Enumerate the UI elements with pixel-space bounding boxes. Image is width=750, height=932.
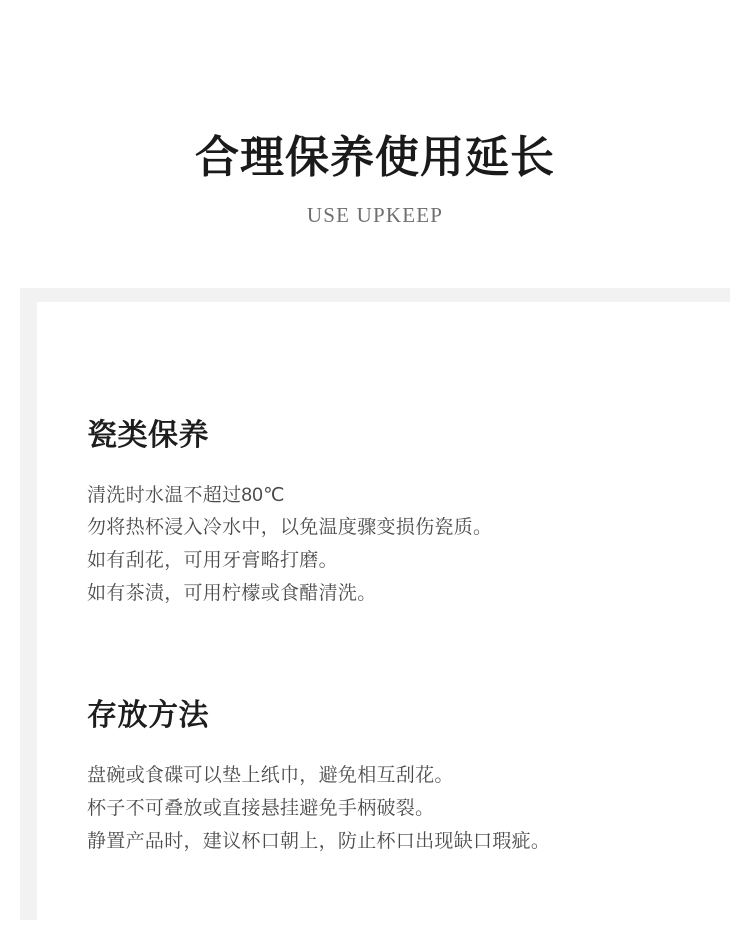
panel-content [37, 302, 750, 859]
section-line: 静置产品时，建议杯口朝上，防止杯口出现缺口瑕疵。 [87, 830, 551, 852]
page-header [0, 0, 750, 228]
section-spacer [87, 670, 750, 690]
section-title: 瓷类保养 [87, 418, 209, 452]
section-line: 盘碗或食碟可以垫上纸巾，避免相互刮花。 [87, 765, 454, 787]
page-title: 合理保养使用延长 [195, 133, 555, 182]
page-subtitle: USE UPKEEP [306, 202, 444, 227]
section-ceramic-care [87, 410, 750, 611]
section-line: 清洗时水温不超过80℃ [87, 484, 285, 506]
section-line: 如有刮花，可用牙膏略打磨。 [87, 550, 338, 572]
section-title: 存放方法 [87, 699, 209, 733]
panel-card [37, 302, 750, 920]
section-line: 如有茶渍，可用柠檬或食醋清洗。 [87, 582, 377, 604]
section-storage-method [87, 690, 750, 858]
section-line: 勿将热杯浸入冷水中，以免温度骤变损伤瓷质。 [87, 517, 493, 539]
section-line: 杯子不可叠放或直接悬挂避免手柄破裂。 [87, 798, 435, 820]
